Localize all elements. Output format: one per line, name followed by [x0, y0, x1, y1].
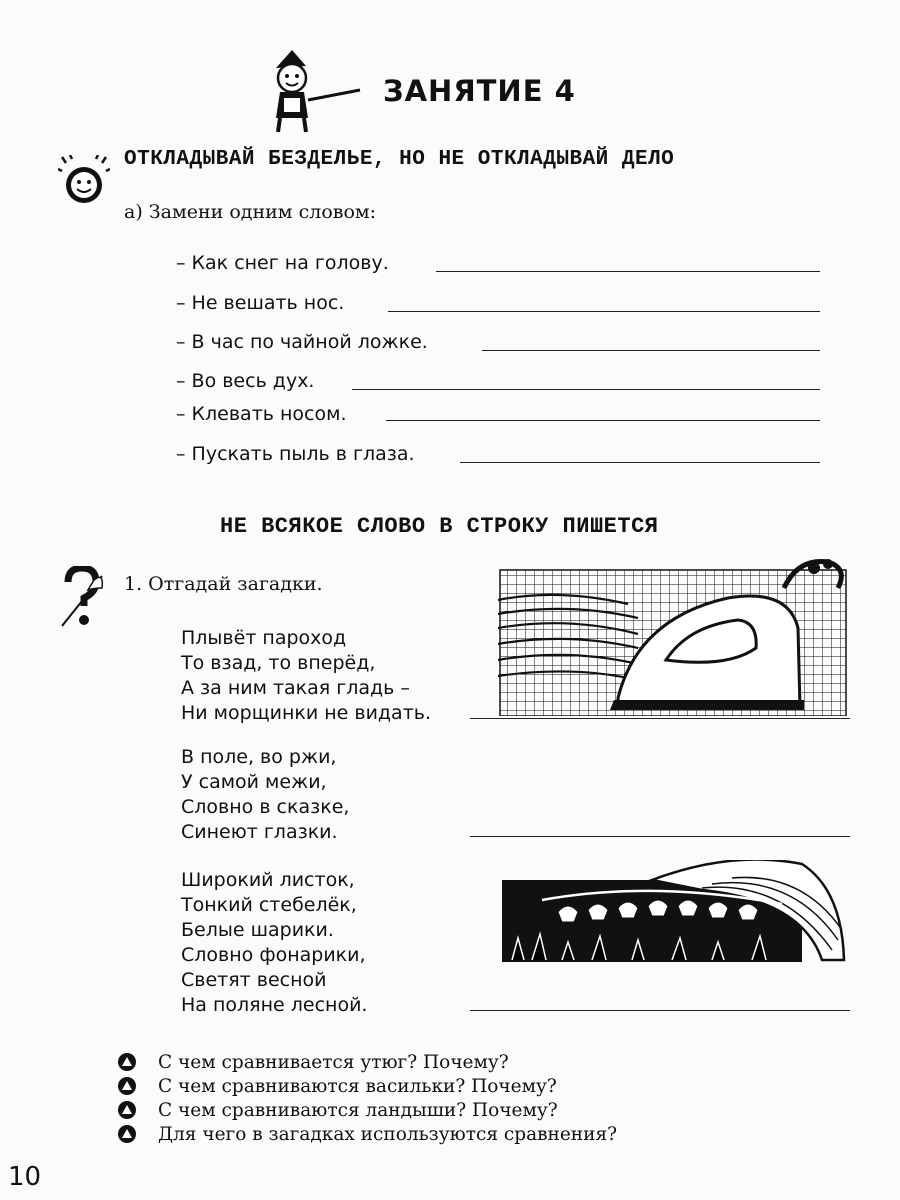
lily-of-the-valley-illustration	[502, 860, 848, 966]
riddle-3	[181, 868, 367, 1018]
answer-line-4[interactable]	[352, 389, 820, 390]
phrase-6: – Пускать пыль в глаза.	[176, 443, 415, 465]
answer-line-6[interactable]	[460, 462, 820, 463]
question-item	[118, 1122, 617, 1146]
question-text: С чем сравниваются васильки? Почему?	[158, 1075, 557, 1097]
section1-task: а) Замени одним словом:	[124, 201, 377, 223]
question-text: С чем сравниваются ландыши? Почему?	[158, 1099, 558, 1121]
questions-list	[118, 1050, 617, 1146]
question-text: Для чего в загадках используются сравнения?	[158, 1123, 618, 1145]
riddle-line: Синеют глазки.	[181, 821, 338, 843]
riddle-line: Словно фонарики,	[181, 944, 366, 966]
riddle-line: Ни морщинки не видать.	[181, 702, 432, 724]
alarm-clock-icon	[58, 155, 110, 207]
phrase-4: – Во весь дух.	[176, 370, 315, 392]
question-item	[118, 1050, 617, 1074]
riddle-line: Широкий листок,	[181, 869, 355, 891]
riddle-1	[181, 626, 431, 726]
riddle-line: Словно в сказке,	[181, 796, 350, 818]
riddle-line: На поляне лесной.	[181, 994, 368, 1016]
phrase-2: – Не вешать нос.	[176, 292, 345, 314]
triangle-bullet-icon	[118, 1077, 136, 1095]
riddle-line: А за ним такая гладь –	[181, 677, 410, 699]
question-quill-icon	[58, 566, 106, 630]
question-item	[118, 1098, 617, 1122]
answer-line-2[interactable]	[388, 311, 820, 312]
answer-line-5[interactable]	[386, 420, 820, 421]
lesson-title: ЗАНЯТИЕ 4	[383, 74, 576, 108]
iron-illustration	[498, 548, 850, 716]
riddle-line: То взад, то вперёд,	[181, 652, 376, 674]
answer-line-3[interactable]	[482, 350, 820, 351]
question-text: С чем сравнивается утюг? Почему?	[158, 1051, 509, 1073]
triangle-bullet-icon	[118, 1125, 136, 1143]
section2-heading: НЕ ВСЯКОЕ СЛОВО В СТРОКУ ПИШЕТСЯ	[220, 514, 659, 539]
riddle-line: Белые шарики.	[181, 919, 334, 941]
phrase-3: – В час по чайной ложке.	[176, 331, 428, 353]
page-number: 10	[8, 1162, 42, 1192]
riddle-line: Плывёт пароход	[181, 627, 347, 649]
riddle-line: У самой межи,	[181, 771, 327, 793]
riddle-3-answer-line[interactable]	[470, 1010, 850, 1011]
riddle-line: В поле, во ржи,	[181, 746, 337, 768]
section2-task: 1. Отгадай загадки.	[124, 573, 323, 595]
phrase-5: – Клевать носом.	[176, 403, 347, 425]
riddle-2	[181, 745, 349, 845]
question-item	[118, 1074, 617, 1098]
riddle-1-answer-line[interactable]	[470, 718, 850, 719]
triangle-bullet-icon	[118, 1053, 136, 1071]
section1-heading: ОТКЛАДЫВАЙ БЕЗДЕЛЬЕ, НО НЕ ОТКЛАДЫВАЙ ДЕЛО	[124, 148, 675, 171]
phrase-1: – Как снег на голову.	[176, 252, 389, 274]
riddle-2-answer-line[interactable]	[470, 836, 850, 837]
riddle-line: Светят весной	[181, 969, 327, 991]
answer-line-1[interactable]	[436, 271, 820, 272]
riddle-line: Тонкий стебелёк,	[181, 894, 357, 916]
teacher-mascot-icon	[262, 48, 372, 134]
triangle-bullet-icon	[118, 1101, 136, 1119]
